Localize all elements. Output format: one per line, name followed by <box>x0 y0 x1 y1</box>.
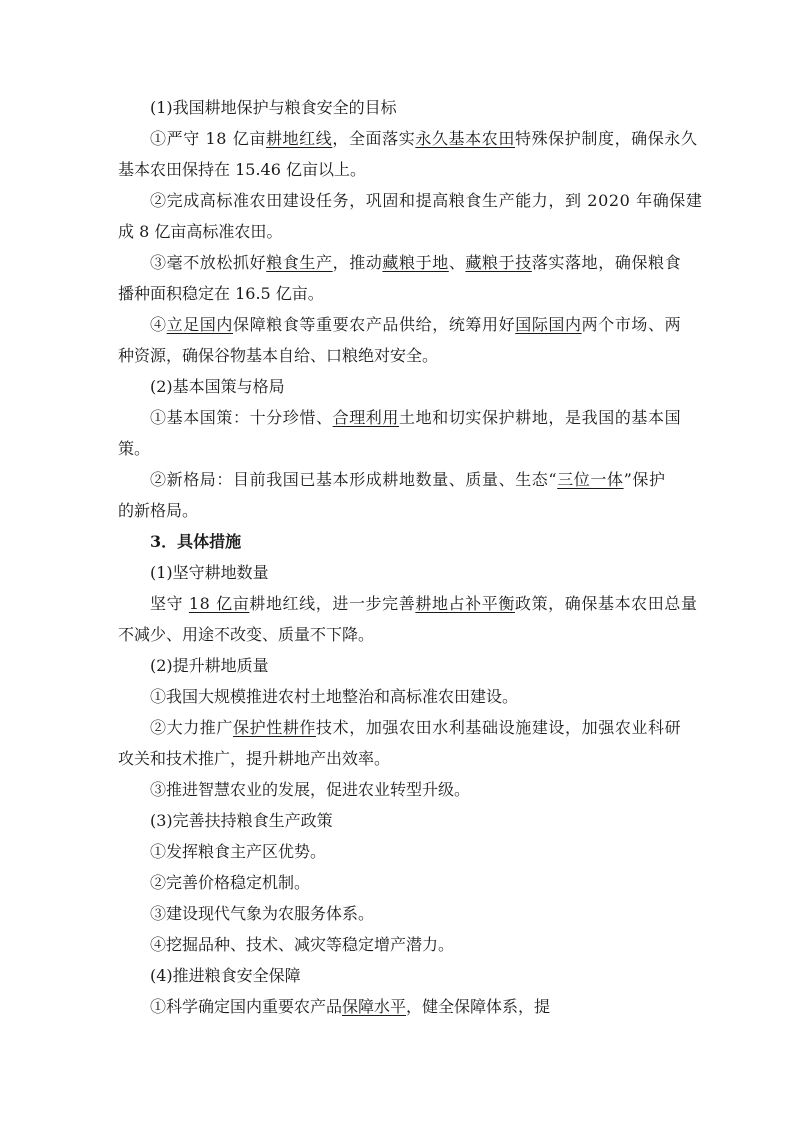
text-segment: (2)基本国策与格局 <box>150 377 285 396</box>
text-segment: ④ <box>150 315 167 334</box>
text-segment: ②新格局：目前我国已基本形成耕地数量、质量、生态“ <box>150 470 558 489</box>
underlined-term: 粮食生产 <box>266 253 333 272</box>
text-line <box>118 185 703 216</box>
text-segment: 播种面积稳定在 16.5 亿亩。 <box>118 284 324 303</box>
text-line <box>118 867 678 898</box>
text-line <box>118 309 682 340</box>
text-segment: 政策，确保基本农田总量 <box>514 594 698 613</box>
text-line <box>118 681 678 712</box>
text-line <box>118 588 698 619</box>
text-line <box>118 495 678 526</box>
text-segment: ，推动 <box>332 253 383 272</box>
document-body <box>118 92 703 1022</box>
text-segment: 策。 <box>118 439 151 458</box>
text-segment: ③建设现代气象为农服务体系。 <box>150 904 375 923</box>
text-line <box>118 371 678 402</box>
text-line <box>118 340 678 371</box>
text-segment: ，全面落实 <box>332 129 416 148</box>
text-line <box>118 650 678 681</box>
text-segment: 攻关和技术推广，提升耕地产出效率。 <box>118 749 391 768</box>
text-segment: ①严守 18 亿亩 <box>150 129 266 148</box>
text-line <box>118 402 682 433</box>
underlined-term: 18 亿亩 <box>188 594 250 613</box>
text-segment: 种资源，确保谷物基本自给、口粮绝对安全。 <box>118 346 439 365</box>
text-segment: ③推进智慧农业的发展，促进农业转型升级。 <box>150 780 471 799</box>
text-segment: 3．具体措施 <box>150 532 242 551</box>
text-segment: 特殊保护制度，确保永久 <box>514 129 698 148</box>
text-segment: ①我国大规模推进农村土地整治和高标准农田建设。 <box>150 687 519 706</box>
underlined-term: 保护性耕作 <box>233 718 317 737</box>
text-segment: 的新格局。 <box>118 501 199 520</box>
text-segment: (4)推进粮食安全保障 <box>150 966 301 985</box>
text-segment: (3)完善扶持粮食生产政策 <box>150 811 333 830</box>
text-line <box>118 216 678 247</box>
underlined-term: 立足国内 <box>166 315 234 334</box>
text-segment: 落实落地，确保粮食 <box>531 253 682 272</box>
text-line <box>118 774 678 805</box>
text-segment: 基本农田保持在 15.46 亿亩以上。 <box>118 160 366 179</box>
text-line <box>118 154 678 185</box>
text-line <box>118 712 682 743</box>
text-segment: ①基本国策：十分珍惜、 <box>150 408 333 427</box>
text-segment: (1)坚守耕地数量 <box>150 563 269 582</box>
text-segment: 技术，加强农田水利基础设施建设，加强农业科研 <box>316 718 682 737</box>
underlined-term: 三位一体 <box>557 470 624 489</box>
text-segment: 坚守 <box>150 594 189 613</box>
underlined-term: 耕地占补平衡 <box>415 594 515 613</box>
text-segment: 、 <box>448 253 466 272</box>
text-line <box>118 619 678 650</box>
underlined-term: 藏粮于技 <box>465 253 532 272</box>
text-line <box>118 898 678 929</box>
text-segment: 成 8 亿亩高标准农田。 <box>118 222 283 241</box>
underlined-term: 永久基本农田 <box>415 129 515 148</box>
text-segment: 不减少、用途不改变、质量不下降。 <box>118 625 375 644</box>
text-segment: ②大力推广 <box>150 718 234 737</box>
text-segment: ①科学确定国内重要农产品 <box>150 997 343 1016</box>
underlined-term: 国际国内 <box>515 315 582 334</box>
text-segment: 土地和切实保护耕地，是我国的基本国 <box>399 408 682 427</box>
text-segment: (2)提升耕地质量 <box>150 656 269 675</box>
underlined-term: 保障水平 <box>342 997 407 1016</box>
text-segment: ，健全保障体系，提 <box>406 997 551 1016</box>
text-segment: 耕地红线，进一步完善 <box>249 594 416 613</box>
text-segment: ①发挥粮食主产区优势。 <box>150 842 327 861</box>
text-segment: ③毫不放松抓好 <box>150 253 267 272</box>
text-segment: ④挖掘品种、技术、减灾等稳定增产潜力。 <box>150 935 455 954</box>
text-line <box>118 743 678 774</box>
underlined-term: 藏粮于地 <box>382 253 449 272</box>
text-line <box>118 960 678 991</box>
text-line <box>118 464 678 495</box>
text-line <box>118 805 678 836</box>
text-line <box>118 836 678 867</box>
text-line <box>118 929 678 960</box>
text-segment: ②完善价格稳定机制。 <box>150 873 311 892</box>
text-segment: (1)我国耕地保护与粮食安全的目标 <box>150 98 397 117</box>
text-line <box>118 123 698 154</box>
text-line <box>118 557 678 588</box>
text-segment: 两个市场、两 <box>581 315 682 334</box>
text-line <box>118 278 678 309</box>
text-line <box>118 92 678 123</box>
text-segment: ”保护 <box>623 470 666 489</box>
text-line <box>118 433 678 464</box>
text-line <box>118 991 678 1022</box>
text-line <box>118 247 682 278</box>
text-segment: ②完成高标准农田建设任务，巩固和提高粮食生产能力，到 2020 年确保建 <box>150 191 703 210</box>
text-line <box>118 526 678 557</box>
underlined-term: 耕地红线 <box>265 129 333 148</box>
text-segment: 保障粮食等重要农产品供给，统筹用好 <box>233 315 516 334</box>
underlined-term: 合理利用 <box>332 408 400 427</box>
